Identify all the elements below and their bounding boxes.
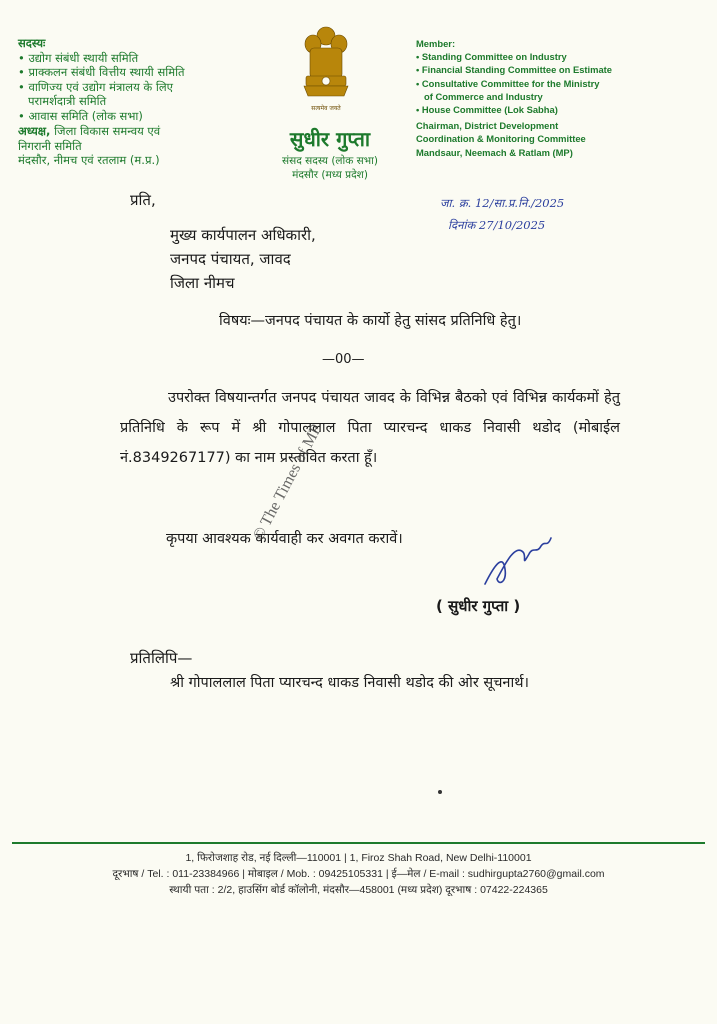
- footer-divider: [12, 842, 705, 844]
- request-line: कृपया आवश्यक कार्यवाही कर अवगत करावें।: [166, 531, 403, 547]
- ink-dot: [438, 790, 442, 794]
- committee-item: • प्राक्कलन संबंधी वित्तीय स्थायी समिति: [18, 65, 185, 79]
- reference-date: दिनांक 27/10/2025: [448, 218, 546, 232]
- chair-line: जिला विकास समन्वय एवं: [54, 124, 161, 138]
- committee-item: • House Committee (Lok Sabha): [416, 104, 558, 116]
- left-header-hindi: [18, 36, 268, 168]
- committee-item: • Standing Committee on Industry: [416, 51, 567, 63]
- address-line: जनपद पंचायत, जावद: [170, 250, 291, 268]
- committee-item: • उद्योग संबंधी स्थायी समिति: [18, 50, 139, 65]
- reference-block: [440, 192, 564, 236]
- chair-title-hindi: अध्यक्ष,: [18, 124, 51, 138]
- mp-place: मंदसौर (मध्य प्रदेश): [292, 169, 368, 181]
- separator: —00—: [322, 352, 365, 367]
- committee-item: परामर्शदात्री समिति: [28, 94, 107, 108]
- copy-label: प्रतिलिपि—: [130, 649, 193, 667]
- signatory-name: ( सुधीर गुप्ता ): [436, 597, 521, 615]
- address-line: मुख्य कार्यपालन अधिकारी,: [170, 226, 316, 244]
- watermark: © The Times of MP: [250, 421, 326, 543]
- chair-line: निगरानी समिति: [18, 138, 82, 153]
- member-title-english: Member:: [416, 38, 456, 49]
- chair-block-english: [416, 119, 716, 132]
- footer-contacts: दूरभाष / Tel. : 011-23384966 | मोबाइल / Mob. : 09425105331 | ई—मेल / E-mail : sudhirgupta2760@gmail.com: [112, 868, 605, 880]
- mp-designation: संसद सदस्य (लोक सभा): [282, 155, 378, 167]
- member-title-hindi: सदस्यः: [18, 36, 46, 50]
- chair-line: Coordination & Monitoring Committee: [416, 133, 586, 145]
- reference-number: जा. क्र. 12/सा.प्र.नि./2025: [440, 196, 565, 210]
- to-label: प्रति,: [130, 191, 156, 209]
- address-line: जिला नीमच: [170, 274, 235, 292]
- footer-permanent-address: स्थायी पता : 2/2, हाउसिंग बोर्ड कॉलोनी, मंदसौर—458001 (मध्य प्रदेश) दूरभाष : 07422-224365: [169, 884, 548, 896]
- chair-line: District Development: [464, 120, 559, 132]
- recipient-address: [170, 223, 316, 295]
- body-paragraph: उपरोक्त विषयान्तर्गत जनपद पंचायत जावद के विभिन्न बैठको एवं विभिन्न कार्यकमों हेतु प्रतिनिधि के रूप में श्री गोपाललाल पिता प्यारचन्द धाकड निवासी थडोद (मोबाईल नं.8349267177) का नाम प्रस्तावित करता हूँ।: [120, 390, 620, 466]
- mp-name: सुधीर गुप्ता: [289, 127, 371, 151]
- chair-title-english: Chairman,: [416, 120, 462, 132]
- right-header-english: [416, 37, 716, 159]
- committee-item: • Consultative Committee for the Ministry: [416, 77, 600, 89]
- mp-designation-block: [250, 154, 410, 182]
- signature-icon: [475, 524, 555, 594]
- chair-line: मंदसौर, नीमच एवं रतलाम (म.प्र.): [18, 153, 160, 167]
- chair-block-hindi: [18, 124, 268, 139]
- national-emblem-icon: [296, 22, 356, 118]
- committee-item: • वाणिज्य एवं उद्योग मंत्रालय के लिए: [18, 79, 174, 94]
- footer-address: 1, फिरोजशाह रोड, नई दिल्ली—110001 | 1, Firoz Shah Road, New Delhi-110001: [185, 852, 532, 864]
- chair-line: Mandsaur, Neemach & Ratlam (MP): [416, 146, 573, 158]
- committee-item: • आवास समिति (लोक सभा): [18, 108, 143, 123]
- copy-text: श्री गोपाललाल पिता प्यारचन्द धाकड निवासी थडोद की ओर सूचनार्थ।: [170, 675, 529, 691]
- emblem-motto: सत्यमेव जयते: [311, 105, 341, 112]
- subject-line: विषयः—जनपद पंचायत के कार्यो हेतु सांसद प्रतिनिधि हेतु।: [219, 313, 522, 329]
- committee-item: • Financial Standing Committee on Estimate: [416, 64, 613, 76]
- committee-item: of Commerce and Industry: [424, 90, 543, 102]
